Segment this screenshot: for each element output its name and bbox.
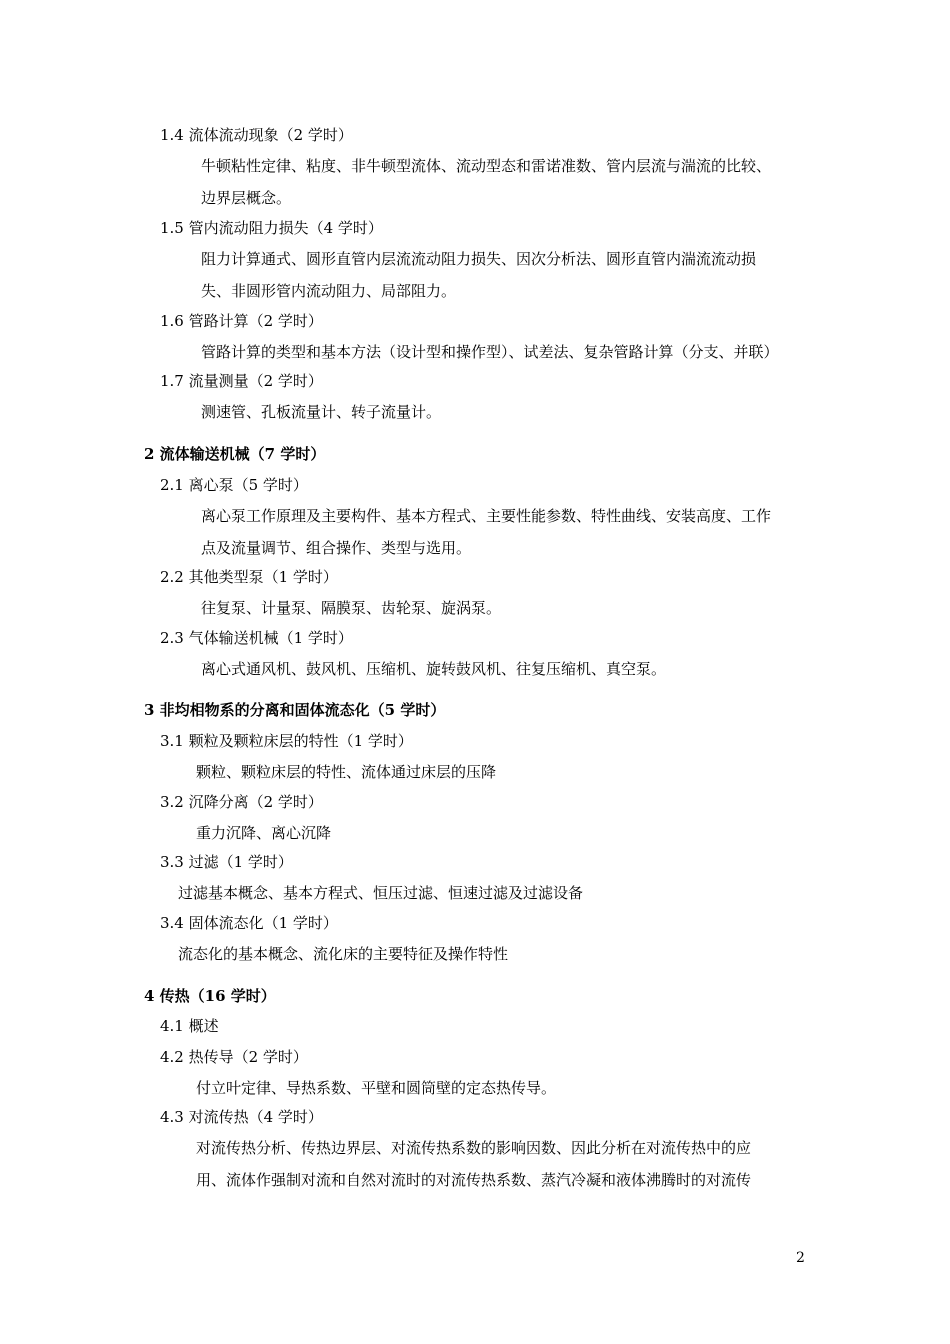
page-number: 2 bbox=[796, 1250, 805, 1266]
section-body-text: 流态化的基本概念、流化床的主要特征及操作特性 bbox=[178, 945, 509, 963]
section-body-text: 牛顿粘性定律、粘度、非牛顿型流体、流动型态和雷诺准数、管内层流与湍流的比较、 bbox=[201, 157, 772, 175]
section-body-text: 离心式通风机、鼓风机、压缩机、旋转鼓风机、往复压缩机、真空泵。 bbox=[201, 660, 667, 678]
section-heading-2-2: 2.2 其他类型泵（1 学时） bbox=[160, 568, 338, 586]
section-body-text: 离心泵工作原理及主要构件、基本方程式、主要性能参数、特性曲线、安装高度、工作 bbox=[201, 507, 772, 525]
section-heading-4-2: 4.2 热传导（2 学时） bbox=[160, 1048, 308, 1066]
section-heading-2-3: 2.3 气体输送机械（1 学时） bbox=[160, 629, 353, 647]
section-body-text: 颗粒、颗粒床层的特性、流体通过床层的压降 bbox=[196, 763, 497, 781]
section-heading-3-2: 3.2 沉降分离（2 学时） bbox=[160, 793, 323, 811]
section-body-text: 用、流体作强制对流和自然对流时的对流传热系数、蒸汽冷凝和液体沸腾时的对流传 bbox=[196, 1171, 752, 1189]
section-body-text: 付立叶定律、导热系数、平壁和圆筒壁的定态热传导。 bbox=[196, 1079, 557, 1097]
chapter-heading-2: 2 流体输送机械（7 学时） bbox=[144, 445, 326, 463]
section-heading-1-7: 1.7 流量测量（2 学时） bbox=[160, 372, 323, 390]
section-heading-1-5: 1.5 管内流动阻力损失（4 学时） bbox=[160, 219, 383, 237]
section-body-text: 对流传热分析、传热边界层、对流传热系数的影响因数、因此分析在对流传热中的应 bbox=[196, 1139, 752, 1157]
section-body-text: 失、非圆形管内流动阻力、局部阻力。 bbox=[201, 282, 457, 300]
section-heading-2-1: 2.1 离心泵（5 学时） bbox=[160, 476, 308, 494]
section-body-text: 重力沉降、离心沉降 bbox=[196, 824, 332, 842]
section-body-text: 点及流量调节、组合操作、类型与选用。 bbox=[201, 539, 472, 557]
section-heading-3-4: 3.4 固体流态化（1 学时） bbox=[160, 914, 338, 932]
chapter-heading-3: 3 非均相物系的分离和固体流态化（5 学时） bbox=[144, 701, 446, 719]
section-heading-4-1: 4.1 概述 bbox=[160, 1017, 219, 1035]
section-body-text: 阻力计算通式、圆形直管内层流流动阻力损失、因次分析法、圆形直管内湍流流动损 bbox=[201, 250, 757, 268]
section-body-text: 过滤基本概念、基本方程式、恒压过滤、恒速过滤及过滤设备 bbox=[178, 884, 584, 902]
section-body-text: 测速管、孔板流量计、转子流量计。 bbox=[201, 403, 442, 421]
section-heading-3-3: 3.3 过滤（1 学时） bbox=[160, 853, 293, 871]
section-body-text: 管路计算的类型和基本方法（设计型和操作型）、试差法、复杂管路计算（分支、并联） bbox=[201, 343, 779, 361]
chapter-heading-4: 4 传热（16 学时） bbox=[144, 987, 276, 1005]
section-body-text: 往复泵、计量泵、隔膜泵、齿轮泵、旋涡泵。 bbox=[201, 599, 502, 617]
section-heading-4-3: 4.3 对流传热（4 学时） bbox=[160, 1108, 323, 1126]
section-heading-1-4: 1.4 流体流动现象（2 学时） bbox=[160, 126, 353, 144]
section-heading-3-1: 3.1 颗粒及颗粒床层的特性（1 学时） bbox=[160, 732, 413, 750]
section-body-text: 边界层概念。 bbox=[201, 189, 292, 207]
section-heading-1-6: 1.6 管路计算（2 学时） bbox=[160, 312, 323, 330]
